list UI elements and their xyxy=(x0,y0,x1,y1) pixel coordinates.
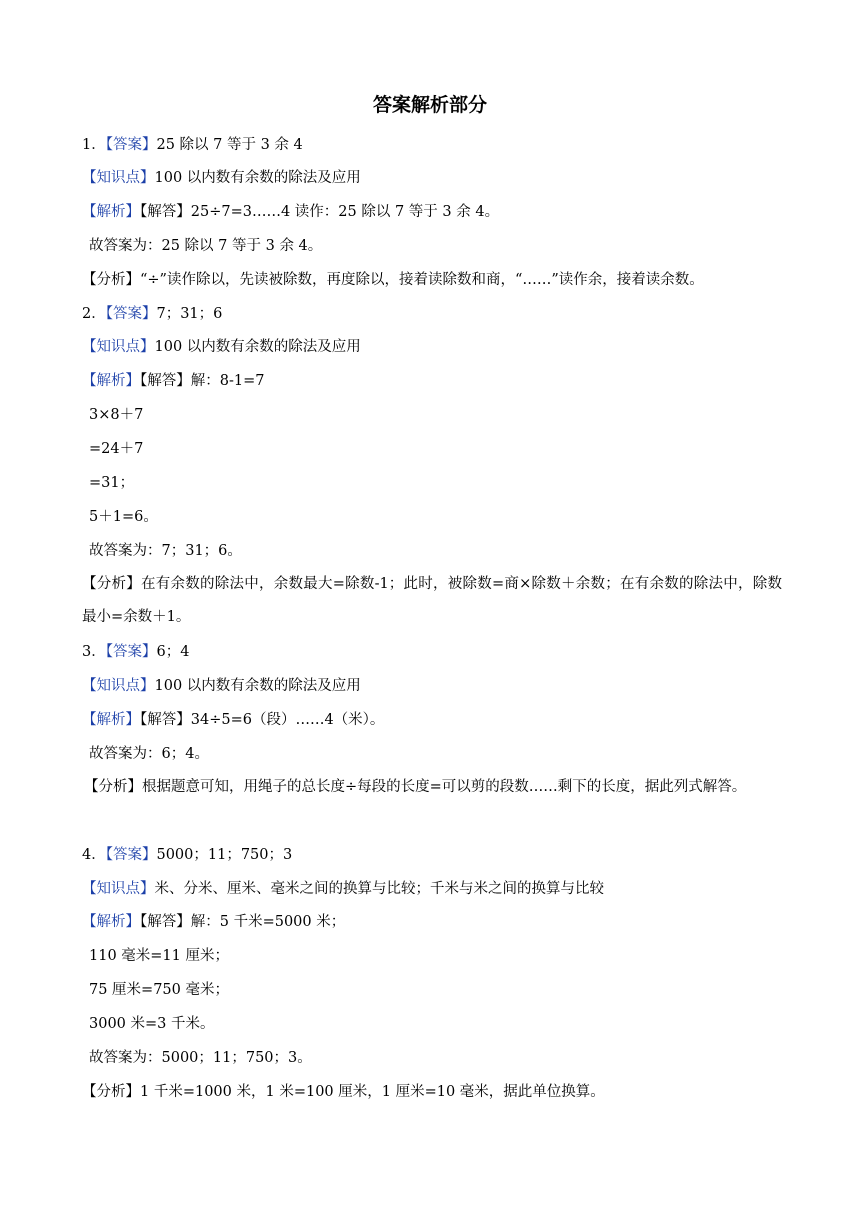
q4-conclusion: 故答案为：5000；11；750；3。 xyxy=(89,1050,312,1066)
q4-comment-line xyxy=(82,1082,605,1102)
q4-knowledge: 米、分米、厘米、毫米之间的换算与比较；千米与米之间的换算与比较 xyxy=(154,881,604,897)
analysis-tag: 【解析】 xyxy=(82,373,140,389)
q2-step: 3×8＋7 xyxy=(89,407,144,423)
q4-comment: 1 千米=1000 米，1 米=100 厘米，1 厘米=10 毫米，据此单位换算。 xyxy=(140,1084,605,1100)
q3-answer-line xyxy=(82,642,189,662)
solution-tag: 【解答】 xyxy=(140,712,191,728)
q1-analysis: 25÷7=3……4 读作：25 除以 7 等于 3 余 4。 xyxy=(190,204,500,220)
q2-comment-line xyxy=(82,568,782,634)
q4-step: 75 厘米=750 毫米； xyxy=(89,982,229,998)
knowledge-tag: 【知识点】 xyxy=(82,339,155,355)
analysis-tag: 【解析】 xyxy=(82,712,140,728)
q2-step: =31； xyxy=(89,475,135,491)
comment-tag: 【分析】 xyxy=(82,576,141,592)
q3-answer: 6；4 xyxy=(156,644,190,660)
solution-tag: 【解答】 xyxy=(140,204,191,220)
solution-tag: 【解答】 xyxy=(140,373,191,389)
answer-tag: 【答案】 xyxy=(105,847,157,863)
q2-answer: 7；31；6 xyxy=(156,306,223,322)
q2-step: =24＋7 xyxy=(89,441,144,457)
q4-analysis: 解：5 千米=5000 米； xyxy=(190,914,346,930)
answer-tag: 【答案】 xyxy=(105,137,157,153)
q2-comment: 在有余数的除法中，余数最大=除数-1；此时，被除数=商×除数＋余数；在有余数的除法中，除数最小=余数＋1。 xyxy=(82,576,782,625)
q1-answer-line xyxy=(82,135,303,155)
q3-number: 3． xyxy=(82,644,106,660)
q2-analysis-line xyxy=(82,371,264,391)
q4-step: 110 毫米=11 厘米； xyxy=(89,948,229,964)
q1-knowledge: 100 以内数有余数的除法及应用 xyxy=(154,170,361,186)
analysis-tag: 【解析】 xyxy=(82,204,140,220)
comment-tag: 【分析】 xyxy=(84,779,142,795)
knowledge-tag: 【知识点】 xyxy=(82,678,155,694)
q4-answer-line xyxy=(82,845,292,865)
comment-tag: 【分析】 xyxy=(82,272,140,288)
solution-tag: 【解答】 xyxy=(140,914,191,930)
q2-knowledge-line xyxy=(82,337,361,357)
q3-knowledge: 100 以内数有余数的除法及应用 xyxy=(154,678,361,694)
q1-comment: “÷”读作除以，先读被除数，再度除以，接着读除数和商，“……”读作余，接着读余数。 xyxy=(140,272,704,288)
page-title: 答案解析部分 xyxy=(372,94,487,116)
q4-answer: 5000；11；750；3 xyxy=(156,847,293,863)
q2-analysis: 解：8-1=7 xyxy=(190,373,265,389)
q3-analysis: 34÷5=6（段）……4（米）。 xyxy=(190,712,385,728)
q2-answer-line xyxy=(82,304,222,324)
comment-tag: 【分析】 xyxy=(82,1084,140,1100)
q2-knowledge: 100 以内数有余数的除法及应用 xyxy=(154,339,361,355)
q4-knowledge-line xyxy=(82,879,604,899)
q3-conclusion: 故答案为：6；4。 xyxy=(89,746,209,762)
q1-number: 1． xyxy=(82,137,106,153)
q1-knowledge-line xyxy=(82,168,361,188)
q3-knowledge-line xyxy=(82,676,361,696)
q3-comment-line xyxy=(84,771,782,804)
answer-tag: 【答案】 xyxy=(105,644,157,660)
q4-step: 3000 米=3 千米。 xyxy=(89,1016,215,1032)
q4-number: 4． xyxy=(82,847,106,863)
q2-conclusion: 故答案为：7；31；6。 xyxy=(89,543,242,559)
knowledge-tag: 【知识点】 xyxy=(82,881,155,897)
knowledge-tag: 【知识点】 xyxy=(82,170,155,186)
q2-step: 5＋1=6。 xyxy=(89,509,158,525)
q2-number: 2． xyxy=(82,306,106,322)
analysis-tag: 【解析】 xyxy=(82,914,140,930)
q3-analysis-line xyxy=(82,710,384,730)
q1-answer: 25 除以 7 等于 3 余 4 xyxy=(156,137,303,153)
q1-conclusion: 故答案为：25 除以 7 等于 3 余 4。 xyxy=(89,238,323,254)
q1-comment-line xyxy=(82,270,704,290)
q3-comment: 根据题意可知，用绳子的总长度÷每段的长度=可以剪的段数……剩下的长度，据此列式解答。 xyxy=(142,779,747,795)
q1-analysis-line xyxy=(82,202,499,222)
answer-tag: 【答案】 xyxy=(105,306,157,322)
q4-analysis-line xyxy=(82,912,345,932)
